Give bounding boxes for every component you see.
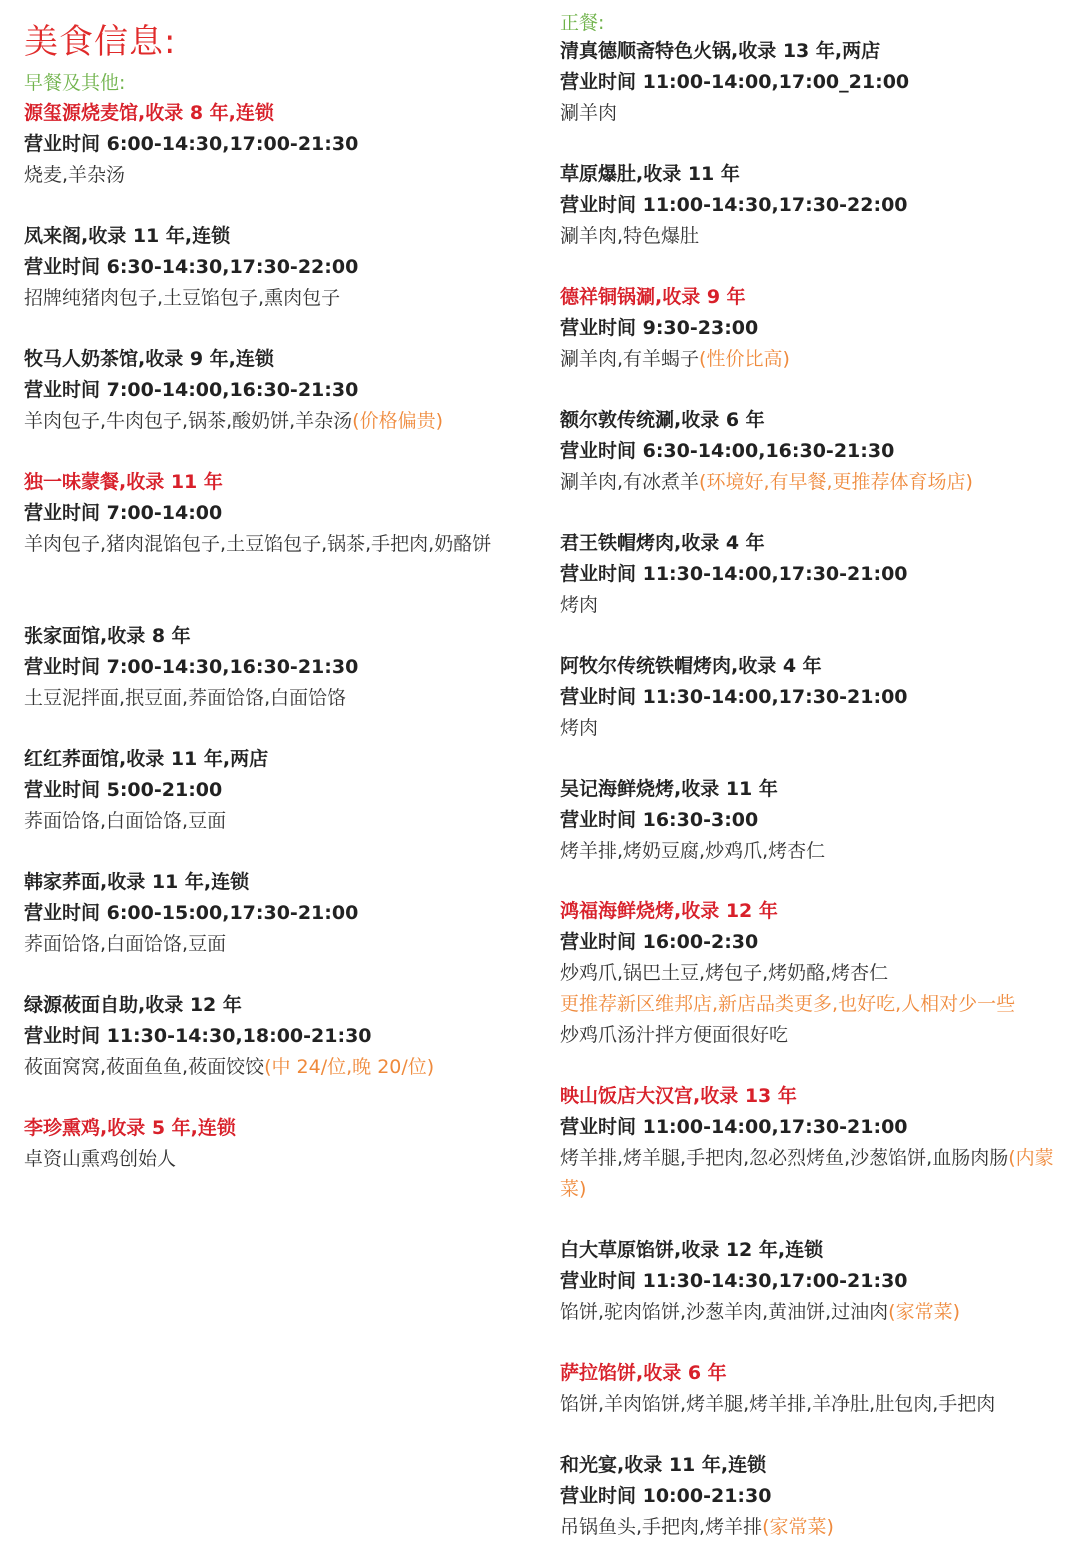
dish-text: 羊肉包子,牛肉包子,锅茶,酸奶饼,羊杂汤 [24, 410, 353, 432]
dish-list: 烤肉 [560, 717, 599, 739]
restaurant-name: 源玺源烧麦馆,收录 8 年,连锁 [24, 102, 274, 124]
dish-list: 涮羊肉 [560, 102, 618, 124]
dish-list [560, 467, 1070, 498]
restaurant-name: 独一味蒙餐,收录 11 年 [24, 471, 223, 493]
restaurant-entry [560, 1450, 1070, 1543]
opening-hours: 营业时间 16:30-3:00 [560, 809, 759, 831]
restaurant-name: 君王铁帽烤肉,收录 4 年 [560, 532, 765, 554]
restaurant-name: 德祥铜锅涮,收录 9 年 [560, 286, 746, 308]
opening-hours: 营业时间 9:30-23:00 [560, 317, 759, 339]
restaurant-name: 吴记海鲜烧烤,收录 11 年 [560, 778, 778, 800]
restaurant-entry [24, 344, 534, 437]
restaurant-entry [560, 1081, 1070, 1205]
restaurant-entry [560, 896, 1070, 1051]
restaurant-name: 牧马人奶茶馆,收录 9 年,连锁 [24, 348, 274, 370]
dish-list [560, 1143, 1070, 1205]
dish-list [560, 1512, 1070, 1543]
opening-hours: 营业时间 7:00-14:30,16:30-21:30 [24, 656, 359, 678]
restaurant-name: 绿源莜面自助,收录 12 年 [24, 994, 242, 1016]
opening-hours: 营业时间 11:30-14:00,17:30-21:00 [560, 563, 908, 585]
opening-hours: 营业时间 6:00-15:00,17:30-21:00 [24, 902, 359, 924]
opening-hours: 营业时间 11:00-14:00,17:30-21:00 [560, 1116, 908, 1138]
restaurant-entry [560, 159, 1070, 252]
dish-note: (中 24/位,晚 20/位) [264, 1056, 435, 1078]
restaurant-entry [560, 774, 1070, 867]
opening-hours: 营业时间 6:00-14:30,17:00-21:30 [24, 133, 359, 155]
dish-note: (环境好,有早餐,更推荐体育场店) [699, 471, 973, 493]
dish-text: 莜面窝窝,莜面鱼鱼,莜面饺饺 [24, 1056, 265, 1078]
opening-hours: 营业时间 5:00-21:00 [24, 779, 223, 801]
restaurant-entry [24, 221, 534, 314]
dish-note: (家常菜) [888, 1301, 960, 1323]
restaurant-name: 李珍熏鸡,收录 5 年,连锁 [24, 1117, 236, 1139]
dish-text: 烤羊排,烤羊腿,手把肉,忽必烈烤鱼,沙葱馅饼,血肠肉肠 [560, 1147, 1009, 1169]
dish-list: 羊肉包子,猪肉混馅包子,土豆馅包子,锅茶,手把肉,奶酪饼 [24, 533, 492, 555]
opening-hours: 营业时间 7:00-14:00,16:30-21:30 [24, 379, 359, 401]
dish-text: 馅饼,驼肉馅饼,沙葱羊肉,黄油饼,过油肉 [560, 1301, 889, 1323]
opening-hours: 营业时间 7:00-14:00 [24, 502, 223, 524]
dish-list: 烧麦,羊杂汤 [24, 164, 126, 186]
dish-list [560, 1297, 1070, 1328]
dish-tip: 炒鸡爪汤汁拌方便面很好吃 [560, 1024, 789, 1046]
dish-list [24, 1052, 534, 1083]
page-title: 美食信息: [24, 22, 177, 62]
dish-note: (家常菜) [762, 1516, 834, 1538]
opening-hours: 营业时间 11:00-14:00,17:00_21:00 [560, 71, 910, 93]
restaurant-entry [560, 282, 1070, 375]
restaurant-name: 和光宴,收录 11 年,连锁 [560, 1454, 767, 1476]
restaurant-entry [24, 744, 534, 837]
dish-note: (内蒙菜) [560, 1147, 1054, 1200]
opening-hours: 营业时间 6:30-14:30,17:30-22:00 [24, 256, 359, 278]
dish-text: 涮羊肉,有冰煮羊 [560, 471, 700, 493]
dish-text: 涮羊肉,有羊蝎子 [560, 348, 700, 370]
restaurant-entry [24, 98, 534, 191]
restaurant-entry [24, 867, 534, 960]
restaurant-name: 萨拉馅饼,收录 6 年 [560, 1362, 727, 1384]
dish-list: 烤肉 [560, 594, 599, 616]
dish-list: 卓资山熏鸡创始人 [24, 1148, 177, 1170]
dish-note: (价格偏贵) [352, 410, 443, 432]
restaurant-entry [24, 621, 534, 714]
breakfast-section-label: 早餐及其他: [24, 72, 126, 94]
restaurant-name: 凤来阁,收录 11 年,连锁 [24, 225, 231, 247]
dish-list: 招牌纯猪肉包子,土豆馅包子,熏肉包子 [24, 287, 341, 309]
dish-note: (性价比高) [699, 348, 790, 370]
restaurant-entry [560, 651, 1070, 744]
restaurant-name: 额尔敦传统涮,收录 6 年 [560, 409, 765, 431]
restaurant-entry [24, 1113, 534, 1175]
opening-hours: 营业时间 11:30-14:30,17:00-21:30 [560, 1270, 908, 1292]
opening-hours: 营业时间 11:00-14:30,17:30-22:00 [560, 194, 908, 216]
opening-hours: 营业时间 16:00-2:30 [560, 931, 759, 953]
restaurant-name: 韩家荞面,收录 11 年,连锁 [24, 871, 250, 893]
restaurant-name: 鸿福海鲜烧烤,收录 12 年 [560, 900, 778, 922]
restaurant-name: 草原爆肚,收录 11 年 [560, 163, 740, 185]
restaurant-entry [24, 990, 534, 1083]
restaurant-entry [560, 1358, 1070, 1420]
dish-list: 土豆泥拌面,抿豆面,荞面饸饹,白面饸饹 [24, 687, 347, 709]
restaurant-entry [560, 528, 1070, 621]
dish-list: 涮羊肉,特色爆肚 [560, 225, 700, 247]
opening-hours: 营业时间 10:00-21:30 [560, 1485, 772, 1507]
dish-list [560, 344, 1070, 375]
recommendation-note: 更推荐新区维邦店,新店品类更多,也好吃,人相对少一些 [560, 993, 1016, 1015]
main-meals-section-label: 正餐: [560, 12, 605, 34]
restaurant-name: 清真德顺斋特色火锅,收录 13 年,两店 [560, 40, 881, 62]
opening-hours: 营业时间 11:30-14:30,18:00-21:30 [24, 1025, 372, 1047]
restaurant-entry [560, 405, 1070, 498]
dish-list: 烤羊排,烤奶豆腐,炒鸡爪,烤杏仁 [560, 840, 826, 862]
restaurant-entry [24, 467, 534, 560]
dish-list [24, 406, 534, 437]
restaurant-name: 红红荞面馆,收录 11 年,两店 [24, 748, 269, 770]
opening-hours: 营业时间 11:30-14:00,17:30-21:00 [560, 686, 908, 708]
restaurant-entry [560, 36, 1070, 129]
restaurant-name: 映山饭店大汉宫,收录 13 年 [560, 1085, 797, 1107]
dish-list: 炒鸡爪,锅巴土豆,烤包子,烤奶酪,烤杏仁 [560, 962, 889, 984]
restaurant-entry [560, 1235, 1070, 1328]
restaurant-name: 阿牧尔传统铁帽烤肉,收录 4 年 [560, 655, 822, 677]
restaurant-name: 白大草原馅饼,收录 12 年,连锁 [560, 1239, 824, 1261]
restaurant-name: 张家面馆,收录 8 年 [24, 625, 191, 647]
dish-list: 荞面饸饹,白面饸饹,豆面 [24, 810, 227, 832]
opening-hours: 营业时间 6:30-14:00,16:30-21:30 [560, 440, 895, 462]
dish-list: 荞面饸饹,白面饸饹,豆面 [24, 933, 227, 955]
dish-list: 馅饼,羊肉馅饼,烤羊腿,烤羊排,羊净肚,肚包肉,手把肉 [560, 1393, 996, 1415]
dish-text: 吊锅鱼头,手把肉,烤羊排 [560, 1516, 763, 1538]
